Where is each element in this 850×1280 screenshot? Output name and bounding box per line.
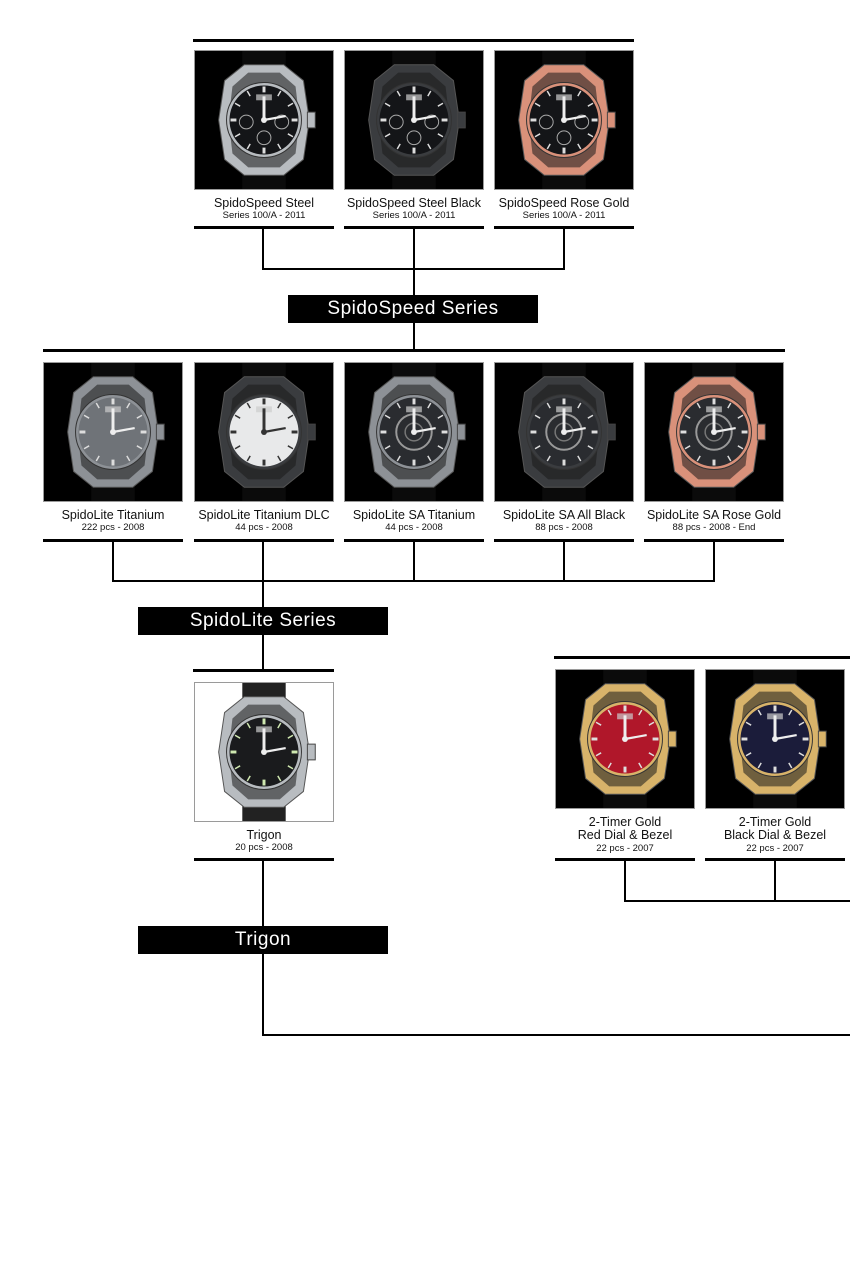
watch-name-line2: Red Dial & Bezel <box>577 828 673 842</box>
series-label-spidospeed: SpidoSpeed Series <box>288 295 538 323</box>
watch-illustration <box>706 670 844 808</box>
watch-illustration <box>495 363 633 501</box>
watch-illustration <box>195 51 333 189</box>
watch-name: SpidoSpeed Steel <box>213 196 315 210</box>
watch-detail: 88 pcs - 2008 <box>535 522 593 533</box>
watch-name: SpidoLite SA Rose Gold <box>646 508 782 522</box>
divider <box>194 226 334 229</box>
connector <box>262 542 264 608</box>
connector <box>262 1034 850 1036</box>
divider <box>555 858 695 861</box>
divider <box>494 226 634 229</box>
trigon-top-bar <box>193 669 334 672</box>
watch-illustration <box>195 363 333 501</box>
series-label-spidolite: SpidoLite Series <box>138 607 388 635</box>
watch-detail: 44 pcs - 2008 <box>235 522 293 533</box>
watch-illustration <box>345 51 483 189</box>
watch-illustration <box>556 670 694 808</box>
watch-name: SpidoLite Titanium <box>61 508 165 522</box>
watch-name: 2-Timer Gold <box>588 815 662 829</box>
connector <box>713 542 715 582</box>
divider <box>194 858 334 861</box>
connector <box>774 861 776 902</box>
watch-detail: 222 pcs - 2008 <box>81 522 145 533</box>
connector <box>262 861 264 927</box>
connector <box>112 580 715 582</box>
connector <box>413 229 415 296</box>
watch-photo <box>494 50 634 190</box>
watch-detail: Series 100/A - 2011 <box>522 210 606 221</box>
connector <box>563 542 565 582</box>
watch-name: Trigon <box>246 828 282 842</box>
watch-photo <box>194 50 334 190</box>
watch-detail: 20 pcs - 2008 <box>235 842 293 853</box>
watch-illustration <box>645 363 783 501</box>
connector <box>262 268 565 270</box>
connector <box>413 322 415 350</box>
watch-detail: 88 pcs - 2008 - End <box>672 522 756 533</box>
divider <box>705 858 845 861</box>
watch-photo <box>344 50 484 190</box>
divider <box>494 539 634 542</box>
spidolite-top-bar <box>43 349 785 352</box>
watch-photo <box>705 669 845 809</box>
watch-photo <box>555 669 695 809</box>
watch-photo <box>644 362 784 502</box>
connector <box>262 634 264 670</box>
watch-photo <box>194 362 334 502</box>
connector <box>624 900 850 902</box>
watch-name: SpidoLite Titanium DLC <box>198 508 330 522</box>
divider <box>194 539 334 542</box>
watch-photo <box>43 362 183 502</box>
connector <box>262 953 264 1036</box>
watch-detail: 44 pcs - 2008 <box>385 522 443 533</box>
2timer-top-bar <box>554 656 850 659</box>
divider <box>644 539 784 542</box>
watch-photo <box>494 362 634 502</box>
divider <box>344 539 484 542</box>
spidospeed-top-bar <box>193 39 634 42</box>
watch-name: SpidoLite SA Titanium <box>352 508 476 522</box>
watch-photo <box>194 682 334 822</box>
watch-detail: Series 100/A - 2011 <box>372 210 456 221</box>
series-label-trigon: Trigon <box>138 926 388 954</box>
watch-name: SpidoSpeed Rose Gold <box>498 196 630 210</box>
divider <box>43 539 183 542</box>
watch-name: SpidoSpeed Steel Black <box>346 196 482 210</box>
connector <box>112 542 114 582</box>
watch-detail: 22 pcs - 2007 <box>596 843 654 854</box>
watch-name-line2: Black Dial & Bezel <box>723 828 827 842</box>
connector <box>624 861 626 902</box>
watch-name: SpidoLite SA All Black <box>502 508 626 522</box>
divider <box>344 226 484 229</box>
watch-illustration <box>195 683 333 821</box>
watch-illustration <box>495 51 633 189</box>
connector <box>563 229 565 270</box>
watch-detail: Series 100/A - 2011 <box>222 210 306 221</box>
watch-name: 2-Timer Gold <box>738 815 812 829</box>
watch-photo <box>344 362 484 502</box>
connector <box>413 542 415 582</box>
connector <box>262 229 264 270</box>
watch-illustration <box>345 363 483 501</box>
watch-detail: 22 pcs - 2007 <box>746 843 804 854</box>
watch-illustration <box>44 363 182 501</box>
